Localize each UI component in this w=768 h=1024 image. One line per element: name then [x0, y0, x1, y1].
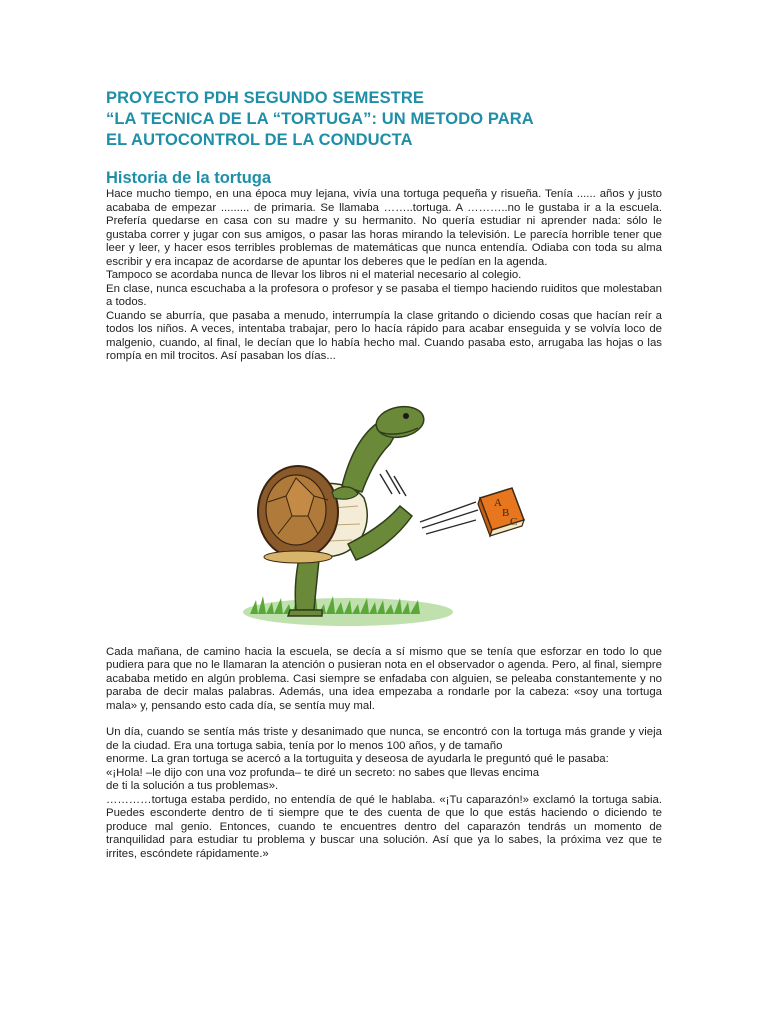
title-line-1: PROYECTO PDH SEGUNDO SEMESTRE: [106, 89, 424, 107]
title-line-3: EL AUTOCONTROL DE LA CONDUCTA: [106, 131, 413, 149]
title-line-2: “LA TECNICA DE LA “TORTUGA”: UN METODO PARA: [106, 110, 534, 128]
book-letter-b: B: [502, 506, 510, 519]
paragraph-6d: de ti la solución a tus problemas».: [106, 780, 279, 792]
turtle-kicking-book-illustration: [230, 374, 530, 636]
book-icon: [478, 488, 524, 536]
document-page: [106, 88, 662, 861]
section-title: Historia de la tortuga: [106, 169, 272, 187]
paragraph-4: Cuando se aburría, que pasaba a menudo, interrumpía la clase gritando o diciendo cosas que hacían reír a todos los niños. A veces, intentaba trabajar, pero lo hacía rápido para acabar enseguida y se volvía loco de malgenio, cuando, al final, le decían que lo había hecho mal. Cuando pasaba esto, arrugaba las hojas o las rompía en mil trocitos. Así pasaban los días...: [106, 309, 662, 362]
paragraph-6c: «¡Hola! –le dijo con una voz profunda– te diré un secreto: no sabes que llevas encima: [106, 766, 540, 779]
paragraph-6b: enorme. La gran tortuga se acercó a la tortuguita y deseosa de ayudarla le preguntó qué le pasaba:: [106, 753, 609, 765]
paragraph-spacer: [106, 713, 662, 726]
document-header: [106, 88, 662, 151]
paragraph-2: Tampoco se acordaba nunca de llevar los libros ni el material necesario al colegio.: [106, 269, 522, 281]
grass-icon: [243, 594, 453, 626]
book-letter-c: C: [510, 515, 518, 528]
paragraph-6a: Un día, cuando se sentía más triste y desanimado que nunca, se encontró con la tortuga más grande y vieja de la ciudad. Era una tortuga sabia, tenía por lo menos 100 años, y de tamaño: [106, 726, 662, 752]
book-letter-a: A: [494, 496, 502, 509]
paragraph-1: Hace mucho tiempo, en una época muy lejana, vivía una tortuga pequeña y risueña. Tenía ...... años y justo acababa de empezar ......... de primaria. Se llamaba ……..tortuga. A ………..no le gustaba ir a la escuela. Prefería quedarse en casa con su madre y su hermanito. No quería estudiar ni aprender nada: sólo le gustaba correr y jugar con sus amigos, o pasar las horas mirando la televisión. Le parecía horrible tener que leer y leer, y hacer esos terribles problemas de matemáticas que nunca entendía. Odiaba con toda su alma escribir y era incapaz de acordarse de apuntar los deberes que le pedían en la agenda.: [106, 188, 662, 268]
illustration-container: [106, 374, 662, 638]
paragraph-3: En clase, nunca escuchaba a la profesora o profesor y se pasaba el tiempo haciendo ruiditos que molestaban a todos.: [106, 282, 662, 308]
paragraph-7: …………tortuga estaba perdido, no entendía de qué le hablaba. «¡Tu caparazón!» exclamó la tortuga sabia. Puedes esconderte dentro de ti siempre que te des cuenta de que lo que estás haciendo o diciendo te produce mal genio. Entonces, cuando te encuentres dentro del caparazón tendrás un momento de tranquilidad para estudiar tu problema y buscar una solución. Así que ya lo sabes, la próxima vez que te irrites, escóndete rápidamente.»: [106, 793, 662, 860]
paragraph-5: Cada mañana, de camino hacia la escuela, se decía a sí mismo que se tenía que esforzar en todo lo que pudiera para que no le llamaran la atención o pusieran nota en el observador o agenda. Pero, al final, siempre acababa metido en algún problema. Casi siempre se enfadaba con alguien, se peleaba constantemente y no paraba de decir malas palabras. Además, una idea empezaba a rondarle por la cabeza: «soy una tortuga mala» y, pensando esto cada día, se sentía muy mal.: [106, 645, 662, 712]
